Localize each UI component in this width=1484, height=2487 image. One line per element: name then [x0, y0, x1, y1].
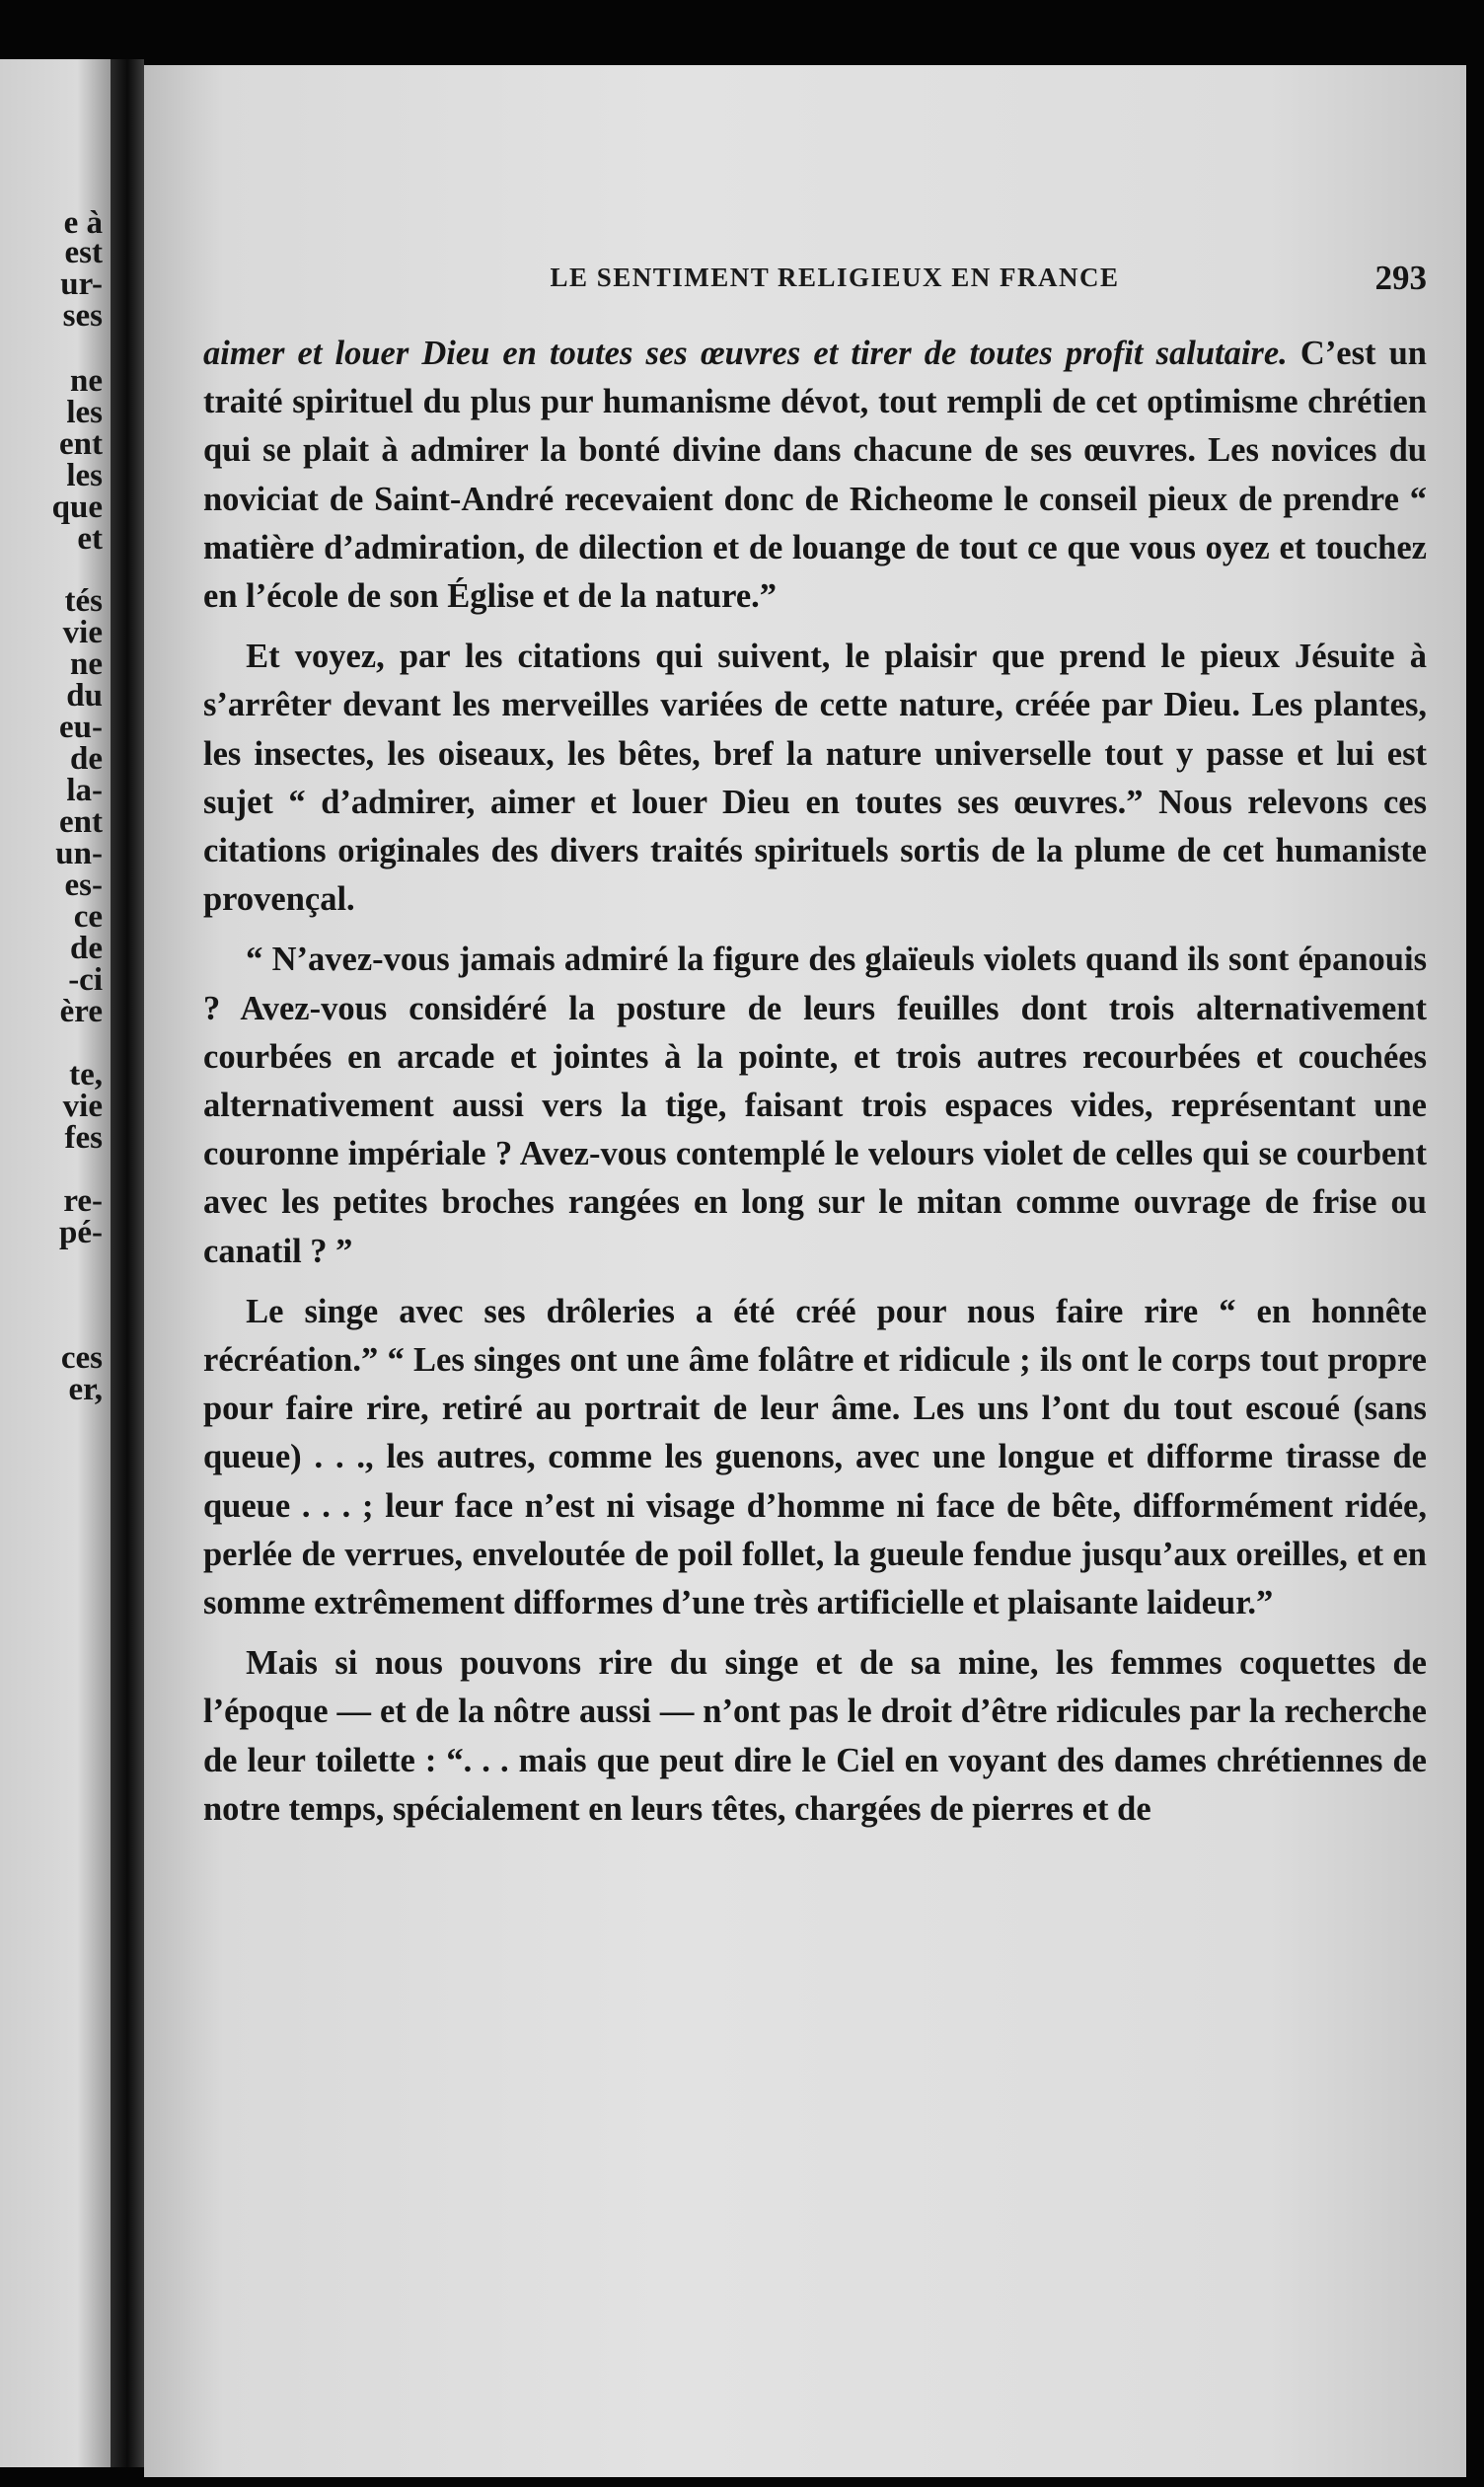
left-fragment: est: [64, 235, 103, 270]
left-fragment: et: [77, 521, 103, 557]
paragraph: Mais si nous pouvons rire du singe et de sa mine, les femmes coquettes de l’époque — et de la nôtre aussi — n’ont pas le droit d’être ridicules par la recherche de leur toilette : “. . . mais que peut dire le Ciel en voyant des dames chrétiennes de notre temps, spécialement en leurs têtes, chargées de pierres et de: [203, 1644, 1427, 1828]
left-fragment: ne: [70, 646, 103, 682]
paragraph: [203, 330, 1427, 621]
running-title: LE SENTIMENT RELIGIEUX EN FRANCE: [550, 263, 1120, 292]
left-fragment: ne: [70, 363, 103, 399]
left-fragment: te,: [69, 1057, 103, 1093]
left-fragment: les: [66, 458, 103, 493]
left-fragment: un-: [55, 836, 103, 871]
left-fragment: les: [66, 395, 103, 430]
left-page-edge: [0, 59, 111, 2467]
page-number: 293: [1374, 259, 1427, 297]
page-body: [203, 330, 1427, 1834]
left-fragment: er,: [68, 1372, 103, 1407]
left-fragment: que: [51, 490, 103, 525]
left-fragment: vie: [62, 615, 103, 650]
left-fragment: eu-: [59, 710, 103, 745]
left-fragment: tés: [64, 583, 103, 619]
left-fragment: -ci: [68, 962, 103, 998]
left-fragment: vie: [62, 1089, 103, 1124]
paragraph-text: C’est un traité spirituel du plus pur humanisme dévot, tout rempli de cet optimisme chrétien qui se plait à admirer la bonté divine dans chacune de ses œuvres. Les novices du noviciat de Saint-André recevaient donc de Richeome le conseil pieux de prendre “ matière d’admiration, de dilection et de louange de tout ce que vous oyez et touchez en l’école de son Église et de la nature.”: [203, 335, 1427, 616]
italic-phrase: aimer et louer Dieu en toutes ses œuvres et tirer de toutes profit salutaire.: [203, 335, 1288, 372]
left-fragment: ce: [73, 899, 103, 935]
left-fragment: ces: [60, 1340, 103, 1376]
book-gutter: [111, 59, 144, 2467]
left-fragment: pé-: [59, 1215, 103, 1250]
quoted-paragraph: “ N’avez-vous jamais admiré la figure des glaïeuls violets quand ils sont épanouis ? Avez-vous considéré la posture de leurs feuilles dont trois alternativement courbées en arcade et jointes à la pointe, et trois autres recourbées et couchées alternativement aussi vers la tige, faisant trois espaces vides, représentant une couronne impériale ? Avez-vous contemplé le velours violet de celles qui se courbent avec les petites broches rangées en long sur le mitan comme ouvrage de frise ou canatil ? ”: [203, 941, 1427, 1270]
left-fragment: es-: [64, 867, 103, 903]
left-fragment: ent: [59, 426, 103, 462]
left-fragment: de: [70, 741, 103, 777]
left-fragment: fes: [64, 1120, 103, 1156]
left-fragment: ses: [62, 298, 103, 334]
paragraph: Le singe avec ses drôleries a été créé pour nous faire rire “ en honnête récréation.” “ Les singes ont une âme folâtre et ridicule ; ils ont le corps tout propre pour faire rire, retiré au portrait de leur âme. Les uns l’ont du tout escoué (sans queue) . . ., les autres, comme les guenons, avec une longue et difforme tirasse de queue . . . ; leur face n’est ni visage d’homme ni face de bête, difformément ridée, perlée de verrues, enveloutée de poil follet, la gueule fendue jusqu’aux oreilles, et en somme extrêmement difformes d’une très artificielle et plaisante laideur.”: [203, 1292, 1427, 1622]
left-fragment: la-: [66, 773, 103, 808]
paragraph: Et voyez, par les citations qui suivent, le plaisir que prend le pieux Jésuite à s’arrêter devant les merveilles variées de cette nature, créée par Dieu. Les plantes, les insectes, les oiseaux, les bêtes, bref la nature universelle tout y passe et lui est sujet “ d’admirer, aimer et louer Dieu en toutes ses œuvres.” Nous relevons ces citations originales des divers traités spirituels sortis de la plume de cet humaniste provençal.: [203, 638, 1427, 919]
left-fragment: du: [66, 678, 103, 714]
left-fragment: re-: [63, 1183, 103, 1219]
left-fragment: de: [70, 931, 103, 966]
left-fragment: ère: [59, 994, 103, 1029]
left-fragment: ent: [59, 804, 103, 840]
book-page: [144, 65, 1466, 2477]
left-fragment: ur-: [60, 266, 103, 302]
left-fragment: e à: [63, 205, 103, 241]
